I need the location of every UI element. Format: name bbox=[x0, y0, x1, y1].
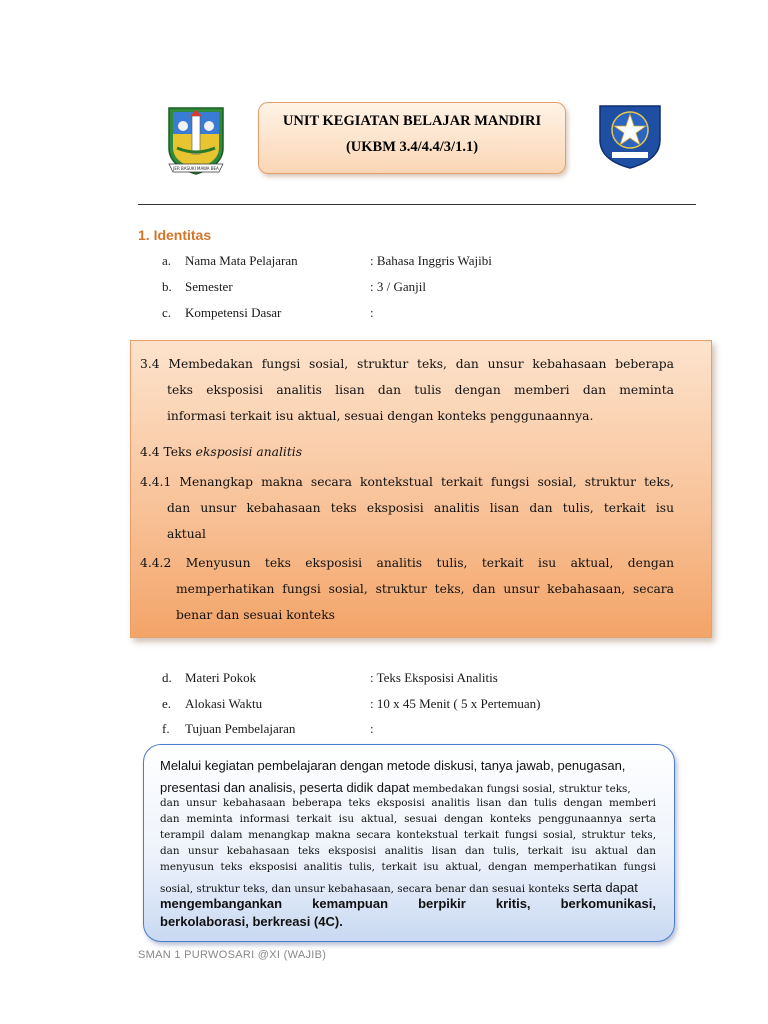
tujuan-line-6: dan unsur kebahasaan teks eksposisi analitis lisan dan tulis, terkait isu aktual dan bbox=[160, 845, 656, 857]
row-letter: d. bbox=[162, 670, 172, 685]
tujuan-line-10: berkolaborasi, berkreasi (4C). bbox=[160, 914, 343, 929]
kd-4-4-heading bbox=[140, 445, 302, 459]
row-label: Kompetensi Dasar bbox=[185, 305, 282, 320]
row-letter: e. bbox=[162, 696, 172, 711]
kd-4-4-2-line-2: memperhatikan fungsi sosial, struktur teks, dan unsur kebahasaan, secara bbox=[176, 582, 674, 596]
province-emblem-logo bbox=[163, 104, 229, 176]
row-letter: c. bbox=[162, 305, 172, 320]
row-value: : Teks Eksposisi Analitis bbox=[370, 670, 498, 685]
row-letter: b. bbox=[162, 279, 172, 294]
tujuan-line-9: mengembangankan kemampuan berpikir kritis, berkomunikasi, bbox=[160, 896, 656, 911]
kd-4-4-1-line-2: dan unsur kebahasaan teks eksposisi analitis lisan dan tulis, terkait isu bbox=[167, 501, 674, 515]
header-divider bbox=[138, 204, 696, 205]
school-emblem-logo bbox=[594, 100, 666, 170]
tujuan-line-2-small: membedakan fungsi sosial, struktur teks, bbox=[409, 783, 631, 795]
tujuan-line-3: dan unsur kebahasaan beberapa teks eksposisi analitis lisan dan tulis dengan memberi bbox=[160, 797, 656, 809]
tujuan-line-4: dan meminta informasi terkait isu aktual, sesuai dengan konteks penggunaannya serta bbox=[160, 813, 656, 825]
row-label: Nama Mata Pelajaran bbox=[185, 253, 298, 268]
kd-4-4-2-line-1: 4.4.2 Menyusun teks eksposisi analitis tulis, terkait isu aktual, dengan bbox=[140, 556, 674, 570]
kd-4-4-number: 4.4 Teks bbox=[140, 445, 196, 459]
row-label: Tujuan Pembelajaran bbox=[185, 721, 296, 736]
tujuan-line-5: terampil dalam menangkap makna secara kontekstual terkait fungsi sosial, struktur teks, bbox=[160, 829, 656, 841]
row-value: : 10 x 45 Menit ( 5 x Pertemuan) bbox=[370, 696, 541, 711]
row-label: Semester bbox=[185, 279, 233, 294]
tujuan-pembelajaran-box bbox=[143, 744, 675, 942]
emblem-banner-text: JER BASUKI MAWA BEA bbox=[173, 166, 219, 171]
row-value: : 3 / Ganjil bbox=[370, 279, 426, 294]
page-footer: SMAN 1 PURWOSARI @XI (WAJIB) bbox=[138, 949, 327, 961]
kd-3-4-line-3: informasi terkait isu aktual, sesuai dengan konteks penggunaannya. bbox=[167, 409, 594, 423]
kd-4-4-title: eksposisi analitis bbox=[195, 445, 303, 459]
kd-4-4-1-line-1: 4.4.1 Menangkap makna secara kontekstual terkait fungsi sosial, struktur teks, bbox=[140, 475, 674, 489]
tujuan-line-8-small: sosial, struktur teks, dan unsur kebahasaan, secara benar dan sesuai konteks bbox=[160, 883, 573, 895]
kd-4-4-2-line-3: benar dan sesuai konteks bbox=[176, 608, 335, 622]
document-code: (UKBM 3.4/4.4/3/1.1) bbox=[345, 139, 479, 155]
tujuan-line-7: menyusun teks eksposisi analitis tulis, terkait isu aktual, dengan memperhatikan fungsi bbox=[160, 861, 656, 873]
identitas-heading: 1. Identitas bbox=[138, 227, 212, 243]
row-letter: f. bbox=[162, 721, 170, 736]
tujuan-line-8 bbox=[160, 877, 656, 896]
row-label: Materi Pokok bbox=[185, 670, 257, 685]
tujuan-line-2 bbox=[160, 777, 656, 796]
tujuan-line-8-big: serta dapat bbox=[572, 880, 638, 895]
document-title-box bbox=[258, 102, 566, 174]
row-letter: a. bbox=[162, 253, 172, 268]
kd-3-4-line-1: 3.4 Membedakan fungsi sosial, struktur teks, dan unsur kebahasaan beberapa bbox=[140, 357, 674, 371]
kd-4-4-1-line-3: aktual bbox=[167, 527, 206, 541]
row-value: : bbox=[370, 305, 374, 320]
kd-3-4-line-2: teks eksposisi analitis lisan dan tulis dengan memberi dan meminta bbox=[167, 383, 674, 397]
tujuan-line-2-big: presentasi dan analisis, peserta didik dapat bbox=[160, 780, 410, 795]
row-value: : bbox=[370, 721, 374, 736]
document-title: UNIT KEGIATAN BELAJAR MANDIRI bbox=[282, 113, 542, 129]
row-value: : Bahasa Inggris Wajibi bbox=[370, 253, 492, 268]
tujuan-line-1: Melalui kegiatan pembelajaran dengan metode diskusi, tanya jawab, penugasan, bbox=[160, 758, 626, 773]
row-label: Alokasi Waktu bbox=[185, 696, 263, 711]
